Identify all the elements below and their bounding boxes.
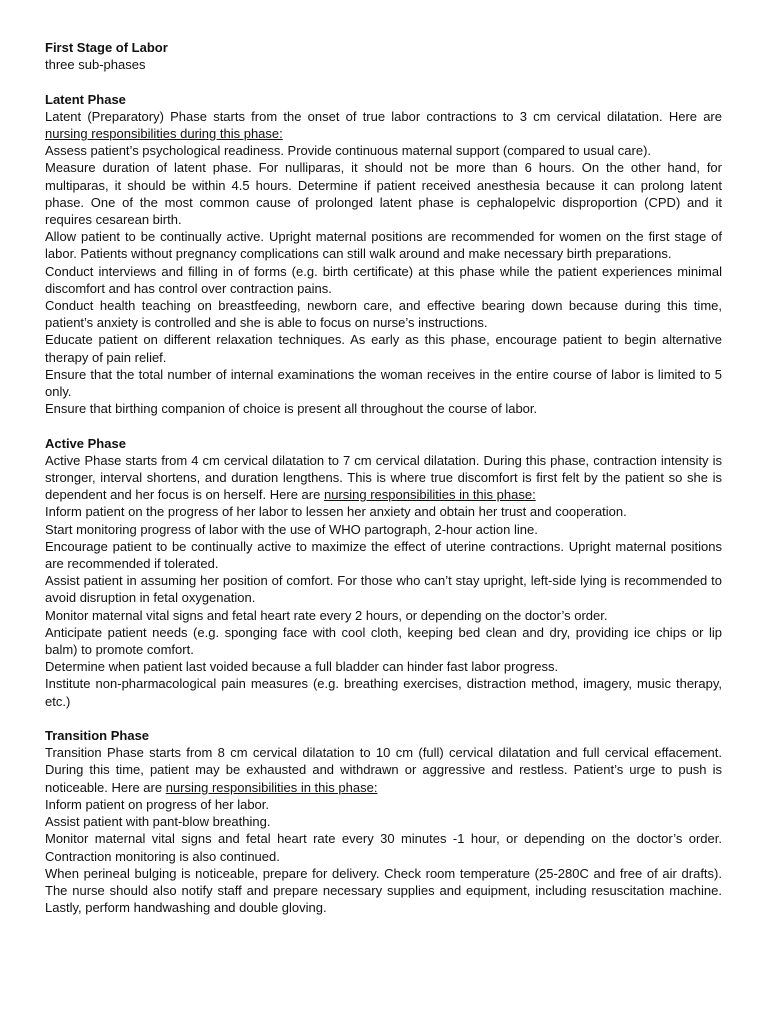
active-item: Inform patient on the progress of her labor to lessen her anxiety and obtain her trust and cooperation. xyxy=(45,504,627,520)
latent-phase-section xyxy=(45,91,722,418)
latent-phase-intro: Latent (Preparatory) Phase starts from the onset of true labor contractions to 3 cm cervical dilatation. Here are nursing responsibilities during this phase: xyxy=(45,108,722,141)
latent-item: Allow patient to be continually active. Upright maternal positions are recommended for women on the first stage of labor. Patients without pregnancy complications can still walk around and make necessary birth preparations. xyxy=(45,229,722,262)
active-item: Assist patient in assuming her position of comfort. For those who can’t stay upright, left-side lying is recommended to avoid disruption in fetal oxygenation. xyxy=(45,573,722,606)
latent-item: Ensure that birthing companion of choice is present all throughout the course of labor. xyxy=(45,401,538,417)
active-item: Determine when patient last voided because a full bladder can hinder fast labor progress. xyxy=(45,659,559,675)
transition-item: Assist patient with pant-blow breathing. xyxy=(45,814,271,830)
transition-phase-heading: Transition Phase xyxy=(45,728,150,744)
latent-responsibilities-link: nursing responsibilities during this phase: xyxy=(45,126,283,141)
transition-item: Monitor maternal vital signs and fetal heart rate every 30 minutes -1 hour, or depending on the doctor’s order. Contraction monitoring is also continued. xyxy=(45,831,722,864)
transition-phase-section xyxy=(45,727,722,916)
latent-item: Measure duration of latent phase. For nulliparas, it should not be more than 6 hours. On the other hand, for multiparas, it should be within 4.5 hours. Determine if patient received anesthesia because it can prolong latent phase. One of the most common cause of prolonged latent phase is cephalopelvic disproportion (CPD) and it requires cesarean birth. xyxy=(45,160,722,228)
latent-phase-heading: Latent Phase xyxy=(45,91,126,107)
active-item: Institute non-pharmacological pain measures (e.g. breathing exercises, distraction method, imagery, music therapy, etc.) xyxy=(45,676,722,709)
active-phase-heading: Active Phase xyxy=(45,435,126,451)
latent-item: Educate patient on different relaxation techniques. As early as this phase, encourage patient to begin alternative therapy of pain relief. xyxy=(45,332,722,365)
transition-phase-intro: Transition Phase starts from 8 cm cervical dilatation to 10 cm (full) cervical dilatation and full cervical effacement. During this time, patient may be exhausted and withdrawn or aggressive and restless. Patient’s urge to push is noticeable. Here are nursing responsibilities in this phase: xyxy=(45,745,722,795)
active-item: Encourage patient to be continually active to maximize the effect of uterine contractions. Upright maternal positions are recommended if tolerated. xyxy=(45,538,722,572)
active-responsibilities-link: nursing responsibilities in this phase: xyxy=(323,487,536,503)
transition-responsibilities-link: nursing responsibilities in this phase: xyxy=(165,779,378,795)
latent-item: Conduct health teaching on breastfeeding, newborn care, and effective bearing down because during this time, patient’s anxiety is controlled and she is able to focus on nurse’s instructions. xyxy=(45,298,722,331)
active-phase-intro: Active Phase starts from 4 cm cervical dilatation to 7 cm cervical dilatation. During this phase, contraction intensity is stronger, interval shortens, and duration lengthens. This is where true discomfort is first felt by the patient so she is dependent and her focus is on herself. Here are nursing responsibilities in this phase: xyxy=(45,452,722,503)
active-item: Start monitoring progress of labor with the use of WHO partograph, 2-hour action line. xyxy=(45,521,538,537)
latent-item: Ensure that the total number of internal examinations the woman receives in the entire course of labor is limited to 5 only. xyxy=(45,366,722,400)
transition-item: Inform patient on progress of her labor. xyxy=(45,796,270,812)
latent-item: Assess patient’s psychological readiness. Provide continuous maternal support (compared to usual care). xyxy=(45,143,652,159)
document-body xyxy=(45,39,722,916)
active-item: Monitor maternal vital signs and fetal heart rate every 2 hours, or depending on the doctor’s order. xyxy=(45,607,608,623)
document-subtitle: three sub-phases xyxy=(45,57,146,73)
active-item: Anticipate patient needs (e.g. sponging face with cool cloth, keeping bed clean and dry, providing ice chips or lip balm) to promote comfort. xyxy=(45,624,722,658)
transition-item: When perineal bulging is noticeable, prepare for delivery. Check room temperature (25-280C and free of air drafts). The nurse should also notify staff and prepare necessary supplies and equipment, including resuscitation machine. Lastly, perform handwashing and double gloving. xyxy=(45,865,722,916)
document-title: First Stage of Labor xyxy=(45,40,168,55)
active-phase-section xyxy=(45,435,722,710)
latent-item: Conduct interviews and filling in of forms (e.g. birth certificate) at this phase while the patient experiences minimal discomfort and has control over contraction pains. xyxy=(45,263,722,296)
